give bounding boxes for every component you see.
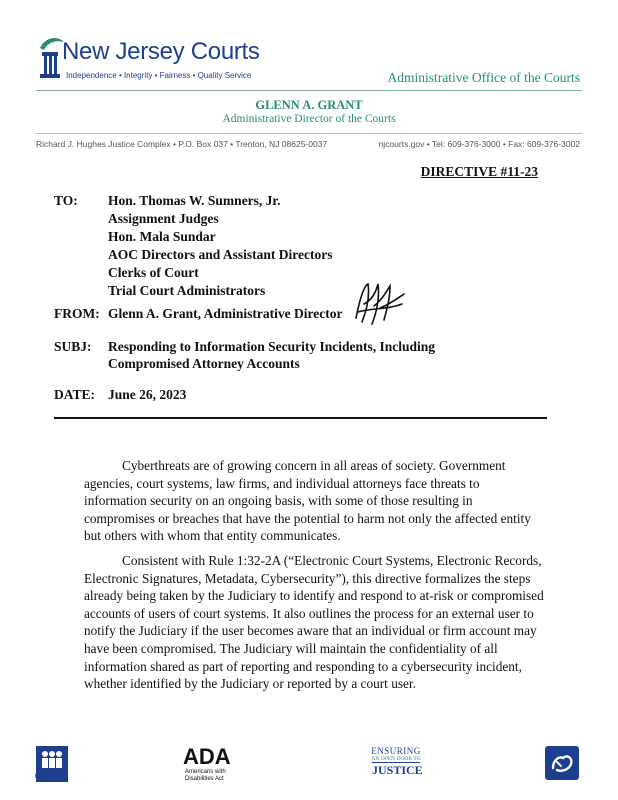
to-recipient: Hon. Thomas W. Sumners, Jr. bbox=[108, 193, 281, 208]
date-value: June 26, 2023 bbox=[108, 387, 187, 402]
office-name: Administrative Office of the Courts bbox=[387, 70, 580, 85]
body-paragraph: Cyberthreats are of growing concern in all areas of society. Government agencies, court systems, law firms, and individual attorneys face threats to information security on an ongoing basis, with some of those resulting in compromises or breaches that have the potential to harm not only the affected entity but others with whom that entity communicates. bbox=[84, 458, 531, 544]
nj-courts-logo-icon bbox=[36, 34, 62, 78]
subj-label: SUBJ: bbox=[54, 339, 92, 354]
org-tagline: Independence • Integrity • Fairness • Quality Service bbox=[66, 71, 252, 80]
subj-line: Compromised Attorney Accounts bbox=[108, 356, 300, 371]
signature-icon bbox=[350, 278, 410, 335]
date-label: DATE: bbox=[54, 387, 96, 402]
from-value: Glenn A. Grant, Administrative Director bbox=[108, 306, 343, 321]
body-paragraph: Consistent with Rule 1:32-2A (“Electronic Court Systems, Electronic Records, Electronic Signatures, Metadata, Cybersecurity”), this directive formalizes the steps already being taken by the Judiciary to identify and respond to at-risk or compromised accounts of users of court systems. It also outlines the process for an external user to notify the Judiciary if the user becomes aware that an individual or firm account may have been compromised. The Judiciary will maintain the confidentiality of all information shared as part of reporting and responding to a cybersecurity incident, whether identified by the Judiciary or reported by a court user. bbox=[84, 553, 544, 692]
interpreter-label: Interpreter bbox=[35, 774, 66, 780]
header-divider bbox=[36, 90, 582, 91]
to-label: TO: bbox=[54, 193, 78, 208]
ada-label: ADA bbox=[183, 744, 231, 769]
to-recipient: Trial Court Administrators bbox=[108, 283, 266, 298]
directive-number: DIRECTIVE #11-23 bbox=[420, 164, 538, 179]
org-name: New Jersey Courts bbox=[62, 38, 260, 65]
address-divider bbox=[36, 133, 582, 134]
sign-language-icon bbox=[545, 746, 579, 785]
from-label: FROM: bbox=[54, 306, 100, 321]
to-recipient: Clerks of Court bbox=[108, 265, 199, 280]
ada-subtitle: Americans with Disabilities Act bbox=[185, 769, 226, 782]
ensuring-justice-logo: ENSURING AN OPEN DOOR TO JUSTICE bbox=[371, 746, 423, 777]
interpreter-icon bbox=[36, 746, 68, 787]
memo-divider bbox=[54, 417, 547, 419]
to-recipient: AOC Directors and Assistant Directors bbox=[108, 247, 333, 262]
to-recipient: Hon. Mala Sundar bbox=[108, 229, 216, 244]
director-name: GLENN A. GRANT bbox=[255, 98, 363, 112]
director-title: Administrative Director of the Courts bbox=[222, 113, 396, 125]
subj-line: Responding to Information Security Incidents, Including bbox=[108, 339, 436, 354]
address-line: Richard J. Hughes Justice Complex • P.O. Box 037 • Trenton, NJ 08625-0037 bbox=[36, 139, 328, 149]
to-recipient: Assignment Judges bbox=[108, 211, 219, 226]
contact-line: njcourts.gov • Tel: 609-376-3000 • Fax: 609-376-3002 bbox=[378, 139, 580, 149]
